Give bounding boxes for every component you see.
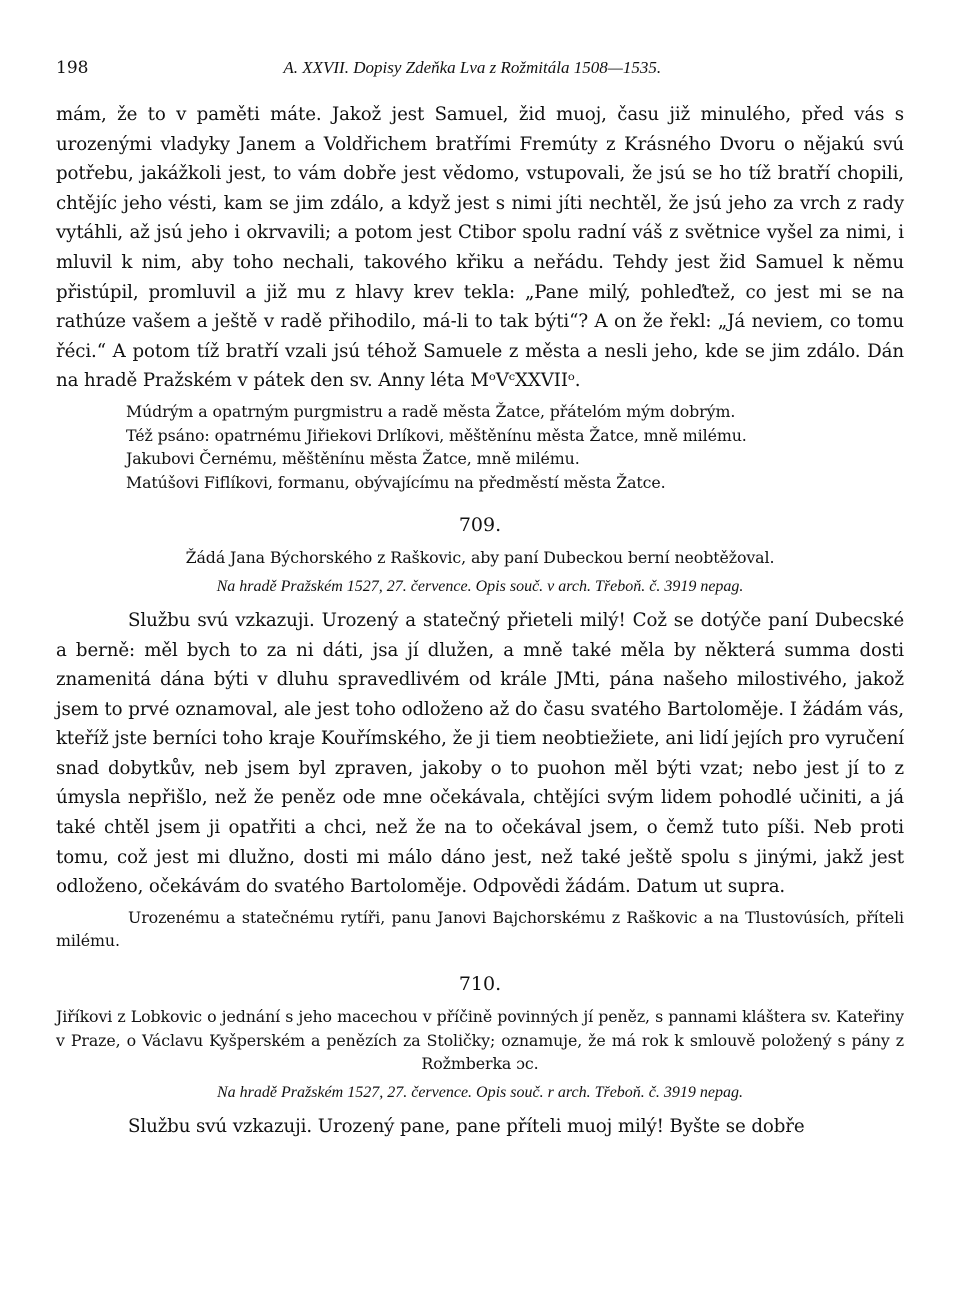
letter-710-number: 710. bbox=[458, 973, 502, 996]
letter-710-summary: Jiříkovi z Lobkovic o jednání s jeho macechou v příčině povinných jí peněz, s pannami kláštera sv. Kateřiny v Praze, o Václavu Kyšperském a penězích za Stoličky; oznamuje, že má rok k smlouvě položený s pány z Rožmberka ɔc. bbox=[56, 1007, 904, 1074]
page-number: 198 bbox=[56, 58, 89, 78]
page-header bbox=[56, 58, 904, 100]
letter-709-text: Službu svú vzkazuji. Urozený a statečný přieteli milý! Což se dotýče paní Dubecské a berně: měl bych to za ni dáti, jsa jí dlužen, a mně také měla by některá summa dosti znamenitá dána býti v dluhu spravedlivém od krále JMti, pána našeho milostivého, jakož jsem to prvé oznamoval, ale jest toho odloženo až do času svatého Bartoloměje. I žádám vás, kteříž jste berníci toho kraje Kouřímského, že ji tiem neobtiežiete, ani lidí jejích pro vyručení snad dobytkův, neb jsem byl zpraven, jakoby o to puohon měl býti vzat; nebo jest jí to z úmysla nepřišlo, než že peněz ode mne očekávala, chtějíci svým lidem pohodlé učiniti, a já také chtěl jsem ji opatřiti a chci, než že na to očekával jsem, o čemž tuto píši. Neb proti tomu, což jest mi dlužno, dosti mi málo dáno jest, než také ještě spolu s jinými, jakž jest odloženo, očekávám do svatého Bartoloměje. Odpovědi žádám. Datum ut supra. bbox=[56, 609, 904, 898]
letter-710-text: Službu svú vzkazuji. Urozený pane, pane příteli muoj milý! Byšte se dobře bbox=[128, 1115, 805, 1137]
running-title: A. XXVII. Dopisy Zdeňka Lva z Rožmitála 1508—1535. bbox=[283, 58, 662, 77]
letter-708-text: mám, že to v paměti máte. Jakož jest Samuel, žid muoj, času již minulého, před vás s urozenými vladyky Janem a Voldřichem bratřími Fremúty z Krásného Dvoru o nějakú svú potřebu, jakážkoli jest, to vám dobře jest vědomo, vstupovali, že jsú se ho tíž bratří chopili, chtějíc jeho vésti, kam se jim zdálo, a když jest s nimi jíti nechtěl, že jsú jeho za vrch z rady vytáhli, až jsú jeho i okrvavili; a potom jest Ctibor spolu radní váš z světnice vyšel za nimi, i mluvil k nim, aby toho nechali, takového křiku a neřádu. Tehdy jest žid Samuel k němu přistúpil, promluvil a již mu z hlavy krev tekla: „Pane milý, pohleďtež, co jest mi se na rathúze vašem a ještě v radě přihodilo, má-li to tak býti“? A on že řekl: „Já neviem, co tomu řéci.“ A potom tíž bratří vzali jsú téhož Samuele z města a nesli jeho, kde se jim zdálo. Dán na hradě Pražském v pátek den sv. Anny léta MᵒVᶜXXVIIᵒ. bbox=[56, 104, 904, 392]
letter-710-source: Na hradě Pražském 1527, 27. července. Opis souč. r arch. Třeboň. č. 3919 nepag. bbox=[217, 1083, 743, 1101]
letter-709-number: 709. bbox=[458, 514, 502, 537]
letter-709-source: Na hradě Pražském 1527, 27. července. Opis souč. v arch. Třeboň. č. 3919 nepag. bbox=[216, 577, 744, 595]
letter-709-address: Urozenému a statečnému rytíři, panu Janovi Bajchorskému z Raškovic a na Tlustovúsích, příteli milému. bbox=[56, 907, 904, 951]
letter-709-summary: Žádá Jana Býchorského z Raškovic, aby paní Dubeckou berní neobtěžoval. bbox=[185, 548, 775, 568]
document-page bbox=[56, 58, 904, 1141]
letter-708-address-2: Též psáno: opatrnému Jiřiekovi Drlíkovi, měštěnínu města Žatce, mně milému. bbox=[126, 425, 747, 445]
letter-708-address-3: Jakubovi Černému, měštěnínu města Žatce, mně milému. bbox=[126, 449, 580, 469]
letter-708-address-1: Múdrým a opatrným purgmistru a radě města Žatce, přátelóm mým dobrým. bbox=[126, 401, 736, 421]
letter-708-address-4: Matúšovi Fiflíkovi, formanu, obývajícímu na předměstí města Žatce. bbox=[126, 472, 666, 492]
